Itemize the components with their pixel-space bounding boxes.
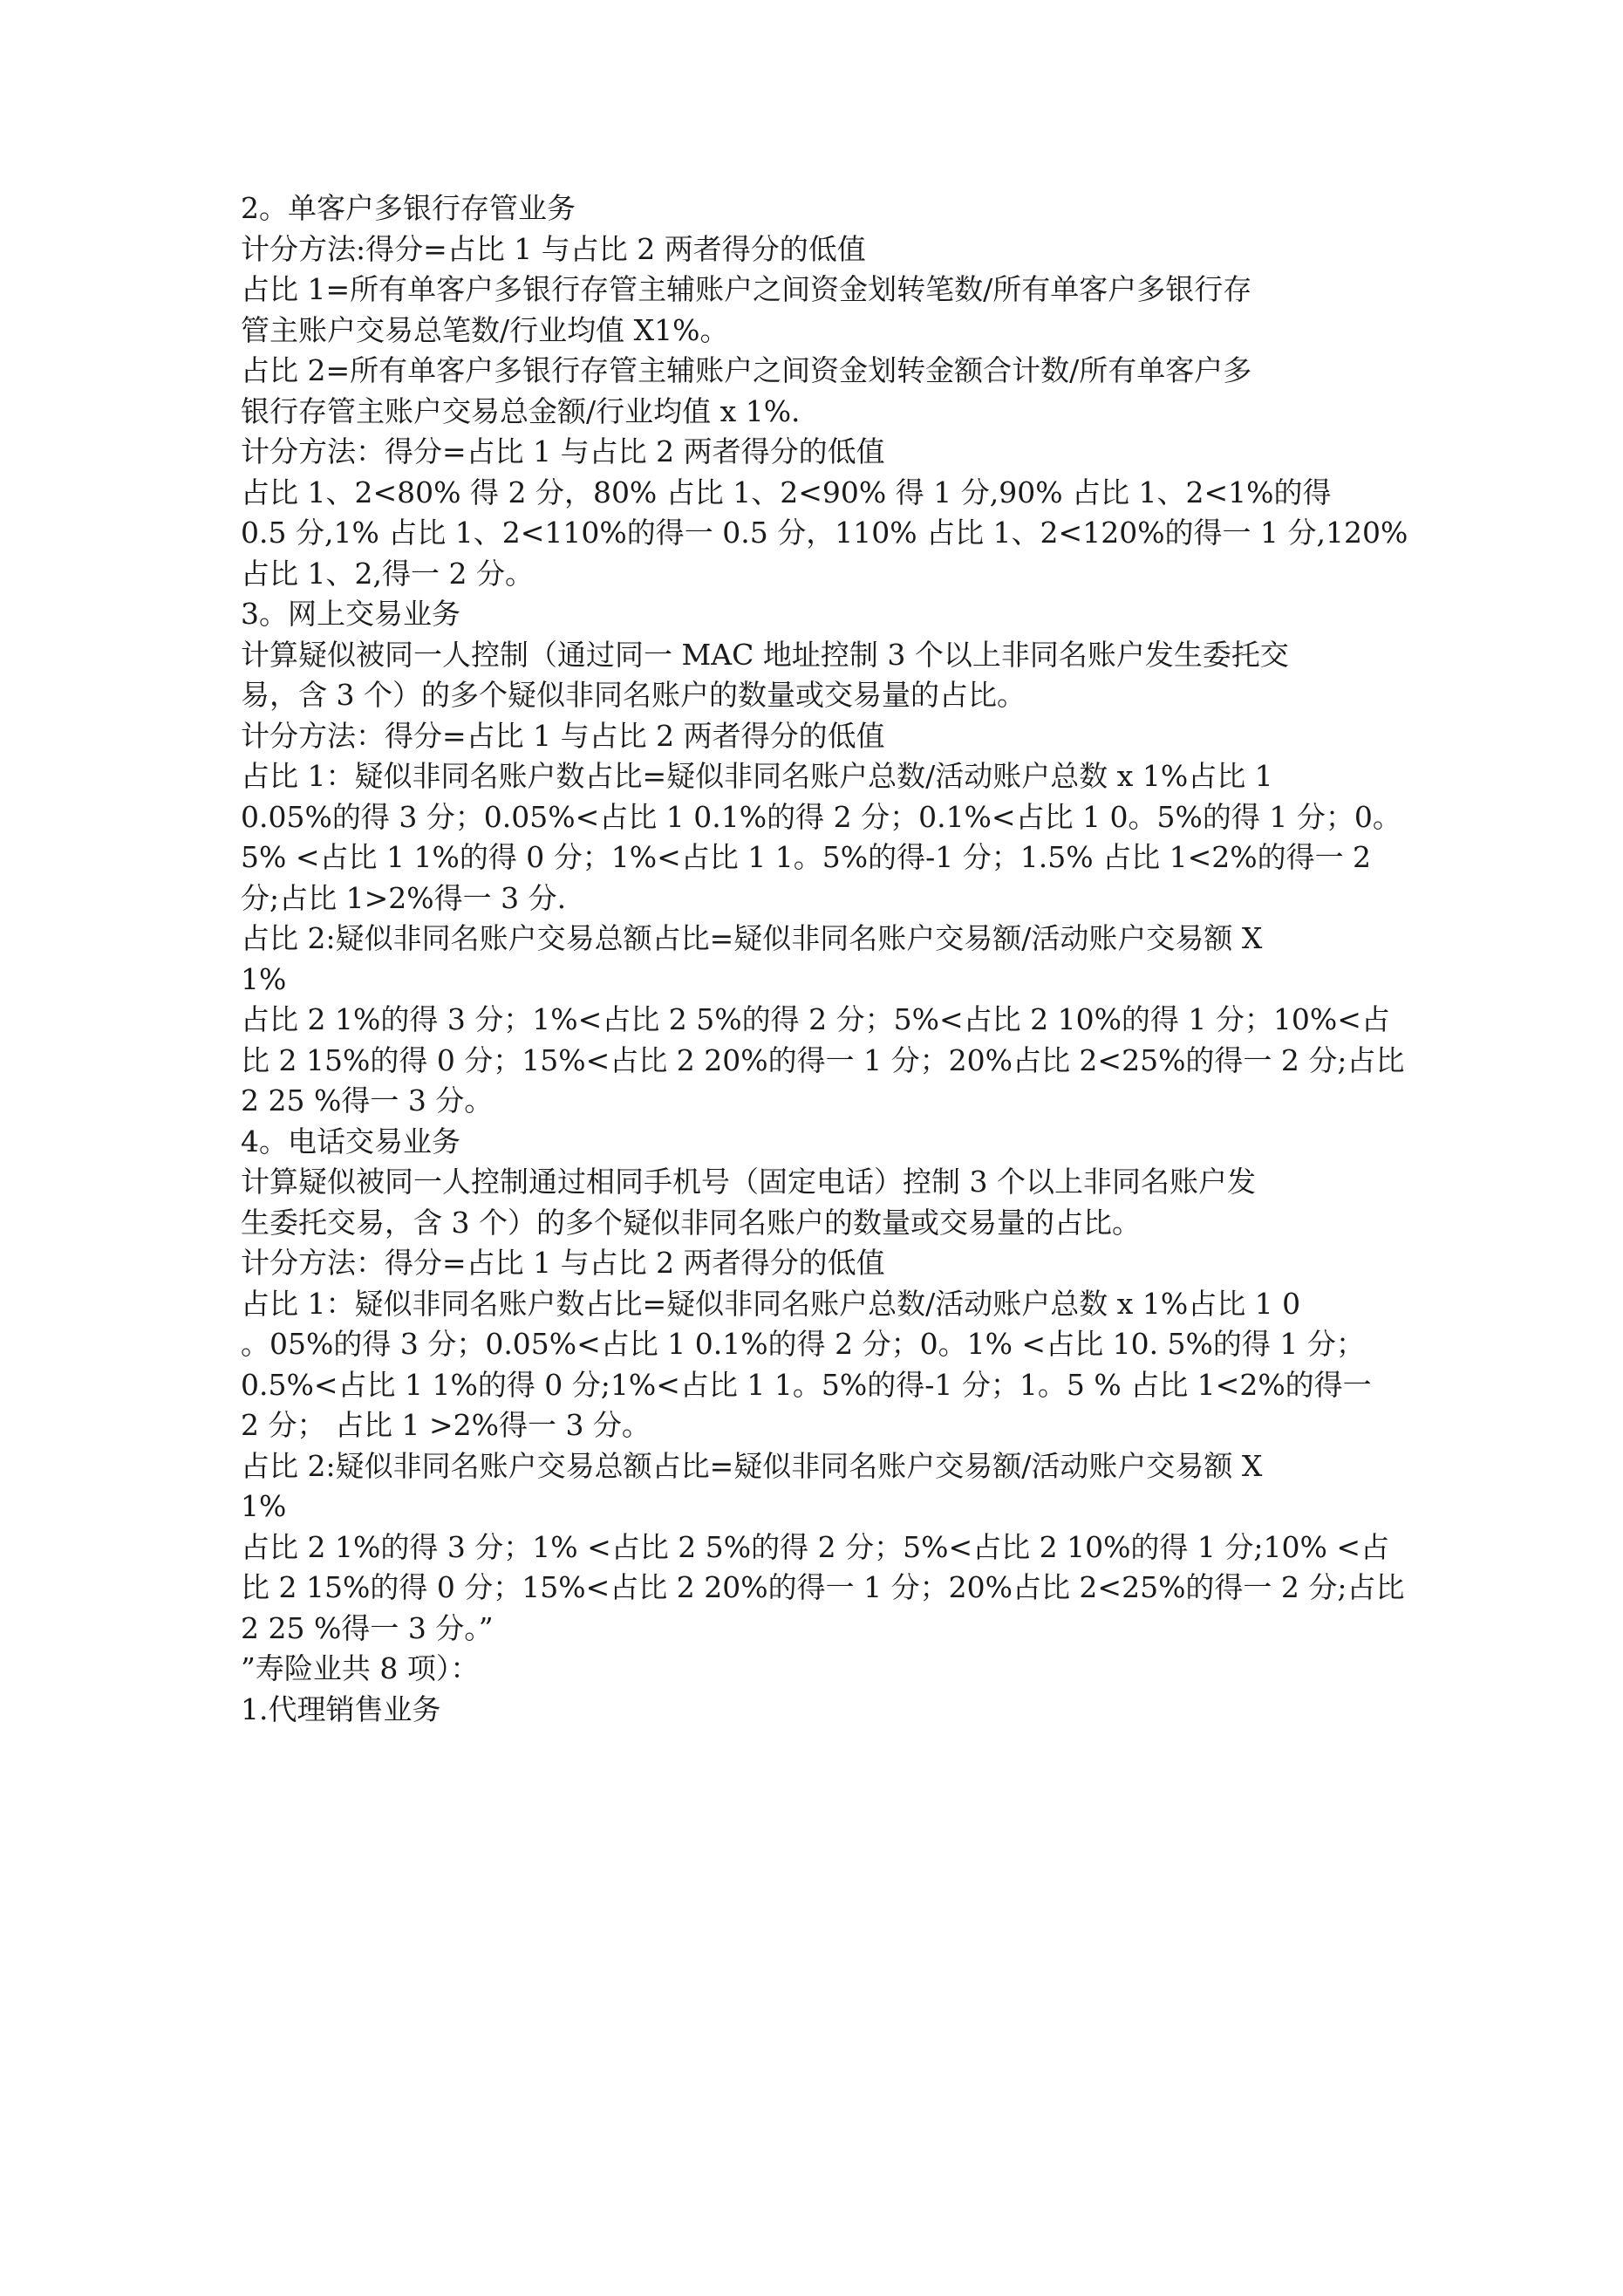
text-line: 1% — [241, 1489, 287, 1523]
text-line: 占比 1=所有单客户多银行存管主辅账户之间资金划转笔数/所有单客户多银行存 — [241, 272, 1252, 306]
text-line: 管主账户交易总笔数/行业均值 X1%。 — [241, 312, 729, 347]
text-line: 0.5 分,1% 占比 1、2<110%的得一 0.5 分，110% 占比 1、2<120%的得一 1 分,120% — [241, 516, 1408, 550]
text-line: 分;占比 1>2%得一 3 分. — [241, 880, 567, 915]
text-line: 计分方法：得分=占比 1 与占比 2 两者得分的低值 — [241, 434, 885, 468]
text-line: ”寿险业共 8 项）： — [241, 1651, 480, 1685]
text-line: 占比 2 1%的得 3 分；1% <占比 2 5%的得 2 分；5%<占比 2 10%的得 1 分;10% <占 — [241, 1529, 1390, 1564]
text-line: 。05%的得 3 分；0.05%<占比 1 0.1%的得 2 分；0。1% <占比 10. 5%的得 1 分； — [241, 1327, 1365, 1361]
text-line: 比 2 15%的得 0 分；15%<占比 2 20%的得一 1 分；20%占比 2<25%的得一 2 分;占比 — [241, 1042, 1405, 1077]
text-line: 占比 1、2<80% 得 2 分，80% 占比 1、2<90% 得 1 分,90% 占比 1、2<1%的得 — [241, 475, 1332, 509]
text-line: 占比 1：疑似非同名账户数占比=疑似非同名账户总数/活动账户总数 x 1%占比 1 0 — [241, 1286, 1301, 1321]
text-line: 占比 2:疑似非同名账户交易总额占比=疑似非同名账户交易额/活动账户交易额 X — [241, 1448, 1263, 1483]
text-line: 占比 2=所有单客户多银行存管主辅账户之间资金划转金额合计数/所有单客户多 — [241, 353, 1252, 387]
text-line: 易，含 3 个）的多个疑似非同名账户的数量或交易量的占比。 — [241, 678, 1026, 712]
section-heading-4: 4。电话交易业务 — [241, 1124, 460, 1158]
text-line: 2 分； 占比 1 >2%得一 3 分。 — [241, 1408, 651, 1442]
text-line: 2 25 %得一 3 分。 — [241, 1083, 494, 1117]
text-line: 占比 2 1%的得 3 分；1%<占比 2 5%的得 2 分；5%<占比 2 10%的得 1 分；10%<占 — [241, 1002, 1390, 1036]
text-line: 生委托交易，含 3 个）的多个疑似非同名账户的数量或交易量的占比。 — [241, 1205, 1141, 1240]
text-line: 0.5%<占比 1 1%的得 0 分;1%<占比 1 1。5%的得-1 分；1。5 % 占比 1<2%的得一 — [241, 1367, 1372, 1402]
text-line: 计算疑似被同一人控制（通过同一 MAC 地址控制 3 个以上非同名账户发生委托交 — [241, 637, 1289, 672]
text-line: 计算疑似被同一人控制通过相同手机号（固定电话）控制 3 个以上非同名账户发 — [241, 1165, 1256, 1199]
text-line: 计分方法：得分=占比 1 与占比 2 两者得分的低值 — [241, 1246, 885, 1280]
text-line: 1% — [241, 961, 287, 996]
text-line: 比 2 15%的得 0 分；15%<占比 2 20%的得一 1 分；20%占比 2<25%的得一 2 分;占比 — [241, 1570, 1405, 1604]
section-heading-3: 3。网上交易业务 — [241, 597, 460, 631]
document-body — [241, 188, 1409, 1730]
section-heading-1: 1.代理销售业务 — [241, 1691, 441, 1726]
text-line: 占比 2:疑似非同名账户交易总额占比=疑似非同名账户交易额/活动账户交易额 X — [241, 921, 1263, 955]
text-line: 计分方法：得分=占比 1 与占比 2 两者得分的低值 — [241, 718, 885, 753]
text-line: 计分方法:得分=占比 1 与占比 2 两者得分的低值 — [241, 231, 866, 266]
text-line: 占比 1、2,得一 2 分。 — [241, 556, 534, 591]
text-line: 占比 1：疑似非同名账户数占比=疑似非同名账户总数/活动账户总数 x 1%占比 1 — [241, 759, 1273, 793]
text-line: 银行存管主账户交易总金额/行业均值 x 1%. — [241, 393, 801, 428]
section-heading-2: 2。单客户多银行存管业务 — [241, 191, 576, 225]
text-line: 0.05%的得 3 分；0.05%<占比 1 0.1%的得 2 分；0.1%<占比 1 0。5%的得 1 分；0。 — [241, 799, 1401, 834]
text-line: 5% <占比 1 1%的得 0 分；1%<占比 1 1。5%的得-1 分；1.5% 占比 1<2%的得一 2 — [241, 840, 1372, 874]
text-line: 2 25 %得一 3 分。” — [241, 1610, 494, 1645]
